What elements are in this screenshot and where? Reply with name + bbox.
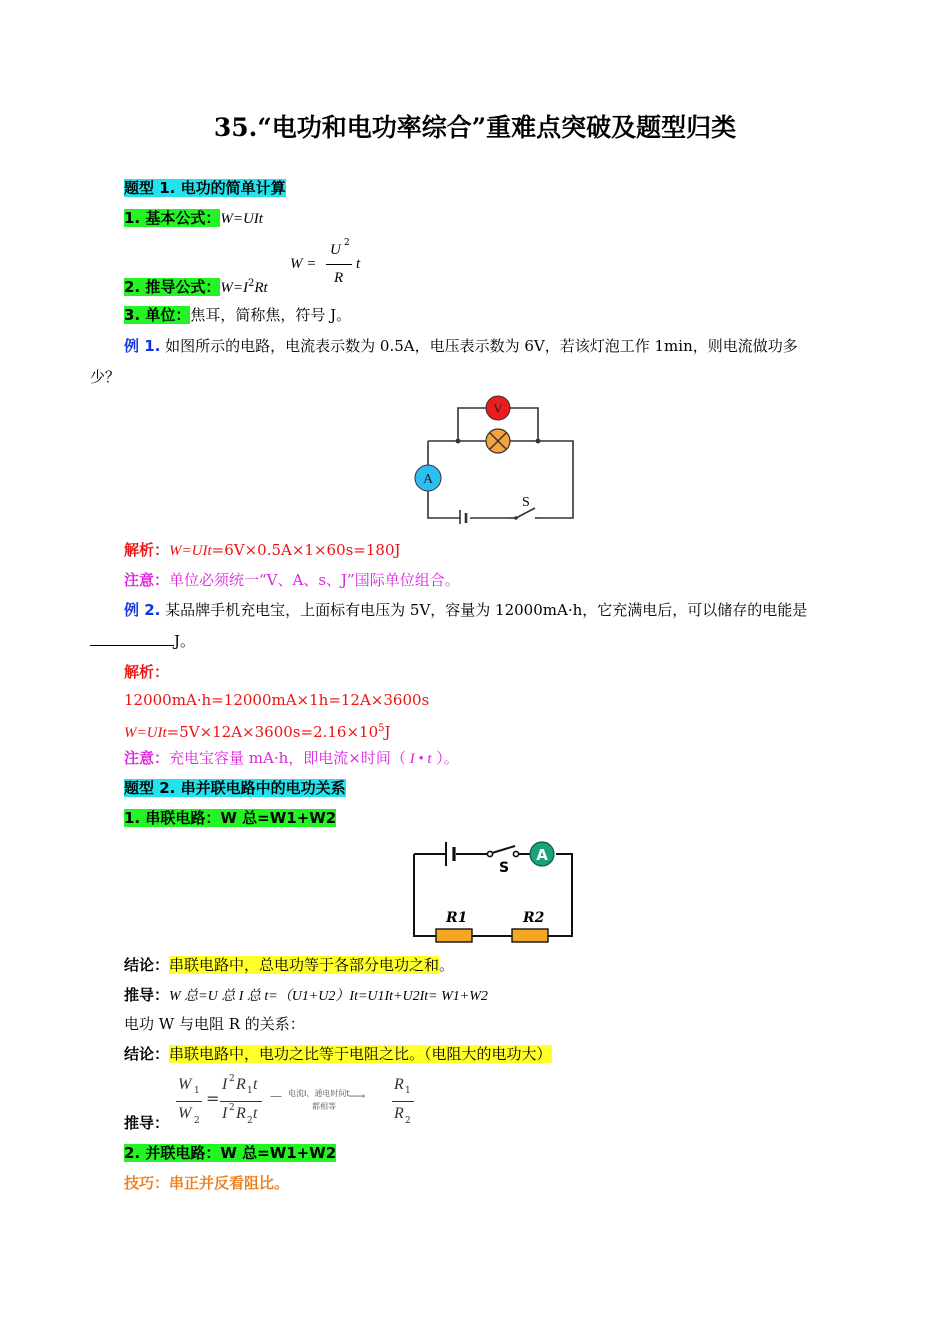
fraction-bar [326, 264, 352, 265]
series-conclusion-2: 结论：串联电路中，电功之比等于电阻之比。（电阻大的电功大） [124, 1045, 552, 1063]
derived-formula-label: 2. 推导公式： [124, 278, 221, 296]
derived-formula-line: 2. 推导公式：$W=I^2Rt$ [124, 278, 268, 296]
switch-label-2: S [499, 860, 510, 876]
section2-heading: 题型 2. 串并联电路中的电功关系 [124, 779, 346, 797]
basic-formula-value: W=UIt [220, 211, 263, 227]
example2-question: 例 2. 某品牌手机充电宝，上面标有电压为 5V，容量为 12000mA·h，它充满电后，可以储存的电能是 J。 [90, 595, 865, 657]
ammeter-label-2: A [536, 846, 548, 864]
example1-label: 例 1. [124, 337, 161, 355]
resistor-r2 [512, 929, 548, 942]
unit-label: 3. 单位： [124, 306, 191, 324]
example1-solution: 解析：W=UIt=6V×0.5A×1×60s=180J [124, 541, 401, 559]
basic-formula-line [124, 208, 263, 229]
parallel-formula: W 总=W1+W2 [220, 1144, 337, 1162]
example2-label: 例 2. [124, 601, 161, 619]
resistor-r2-label: R2 [523, 910, 545, 926]
series-derivation: 推导：W 总=U 总 I 总 t=（U1+U2）It=U1It+U2It= W1+W2 [124, 986, 488, 1004]
example1-note: 注意：单位必须统一“V、A、s、J”国际单位组合。 [124, 571, 460, 589]
answer-blank[interactable] [90, 631, 174, 646]
switch-lever-2 [492, 846, 515, 853]
ammeter-label: A [422, 472, 434, 487]
basic-formula-label: 1. 基本公式： [124, 209, 221, 227]
example1-question: 例 1. 如图所示的电路，电流表示数为 0.5A，电压表示数为 6V，若该灯泡工作 1min，则电流做功多 少？ [90, 337, 798, 386]
parallel-circuit-line: 2. 并联电路：W 总=W1+W2 [124, 1144, 337, 1162]
unit-line [124, 305, 351, 325]
series-formula: W 总=W1+W2 [220, 809, 337, 827]
example2-solution-label: 解析： [124, 663, 170, 681]
circuit-diagram-1 [408, 394, 578, 524]
section1-heading: 题型 1. 电功的简单计算 [124, 179, 286, 197]
example2-calc2: $W=UIt=5V\times 12A\times 3600s=2.16\times 10^5J$ [124, 723, 391, 741]
tip-line: 技巧：串正并反看阻比。 [124, 1174, 290, 1192]
resistor-r1 [436, 929, 472, 942]
derived-fraction-formula: W = U 2 R t [290, 238, 361, 286]
voltmeter-label: V [493, 401, 503, 416]
resistor-r1-label: R1 [446, 910, 468, 926]
page-title: 35.“电功和电功率综合”重难点突破及题型归类 [213, 113, 737, 142]
derive2-label: 推导： [124, 1114, 170, 1132]
switch-label: S [522, 495, 530, 510]
circuit-diagram-2 [408, 836, 580, 944]
relation-text: 电功 W 与电阻 R 的关系： [124, 1015, 305, 1033]
example2-calc1: 12000mA·h=12000mA×1h=12A×3600s [124, 691, 430, 709]
ratio-derivation-formula: W 1 W 2 = I 2 R 1 t I 2 R 2 t — 电流I、通电时间t ⟶ 都相等 R 1 R 2 [176, 1074, 421, 1130]
unit-text: 焦耳，简称焦，符号 J。 [190, 306, 352, 324]
series-conclusion: 结论：串联电路中，总电功等于各部分电功之和。 [124, 956, 455, 974]
series-circuit-line: 1. 串联电路：W 总=W1+W2 [124, 809, 337, 827]
example2-note: 注意：充电宝容量 mA·h，即电流×时间（ I • t ）。 [124, 749, 459, 767]
